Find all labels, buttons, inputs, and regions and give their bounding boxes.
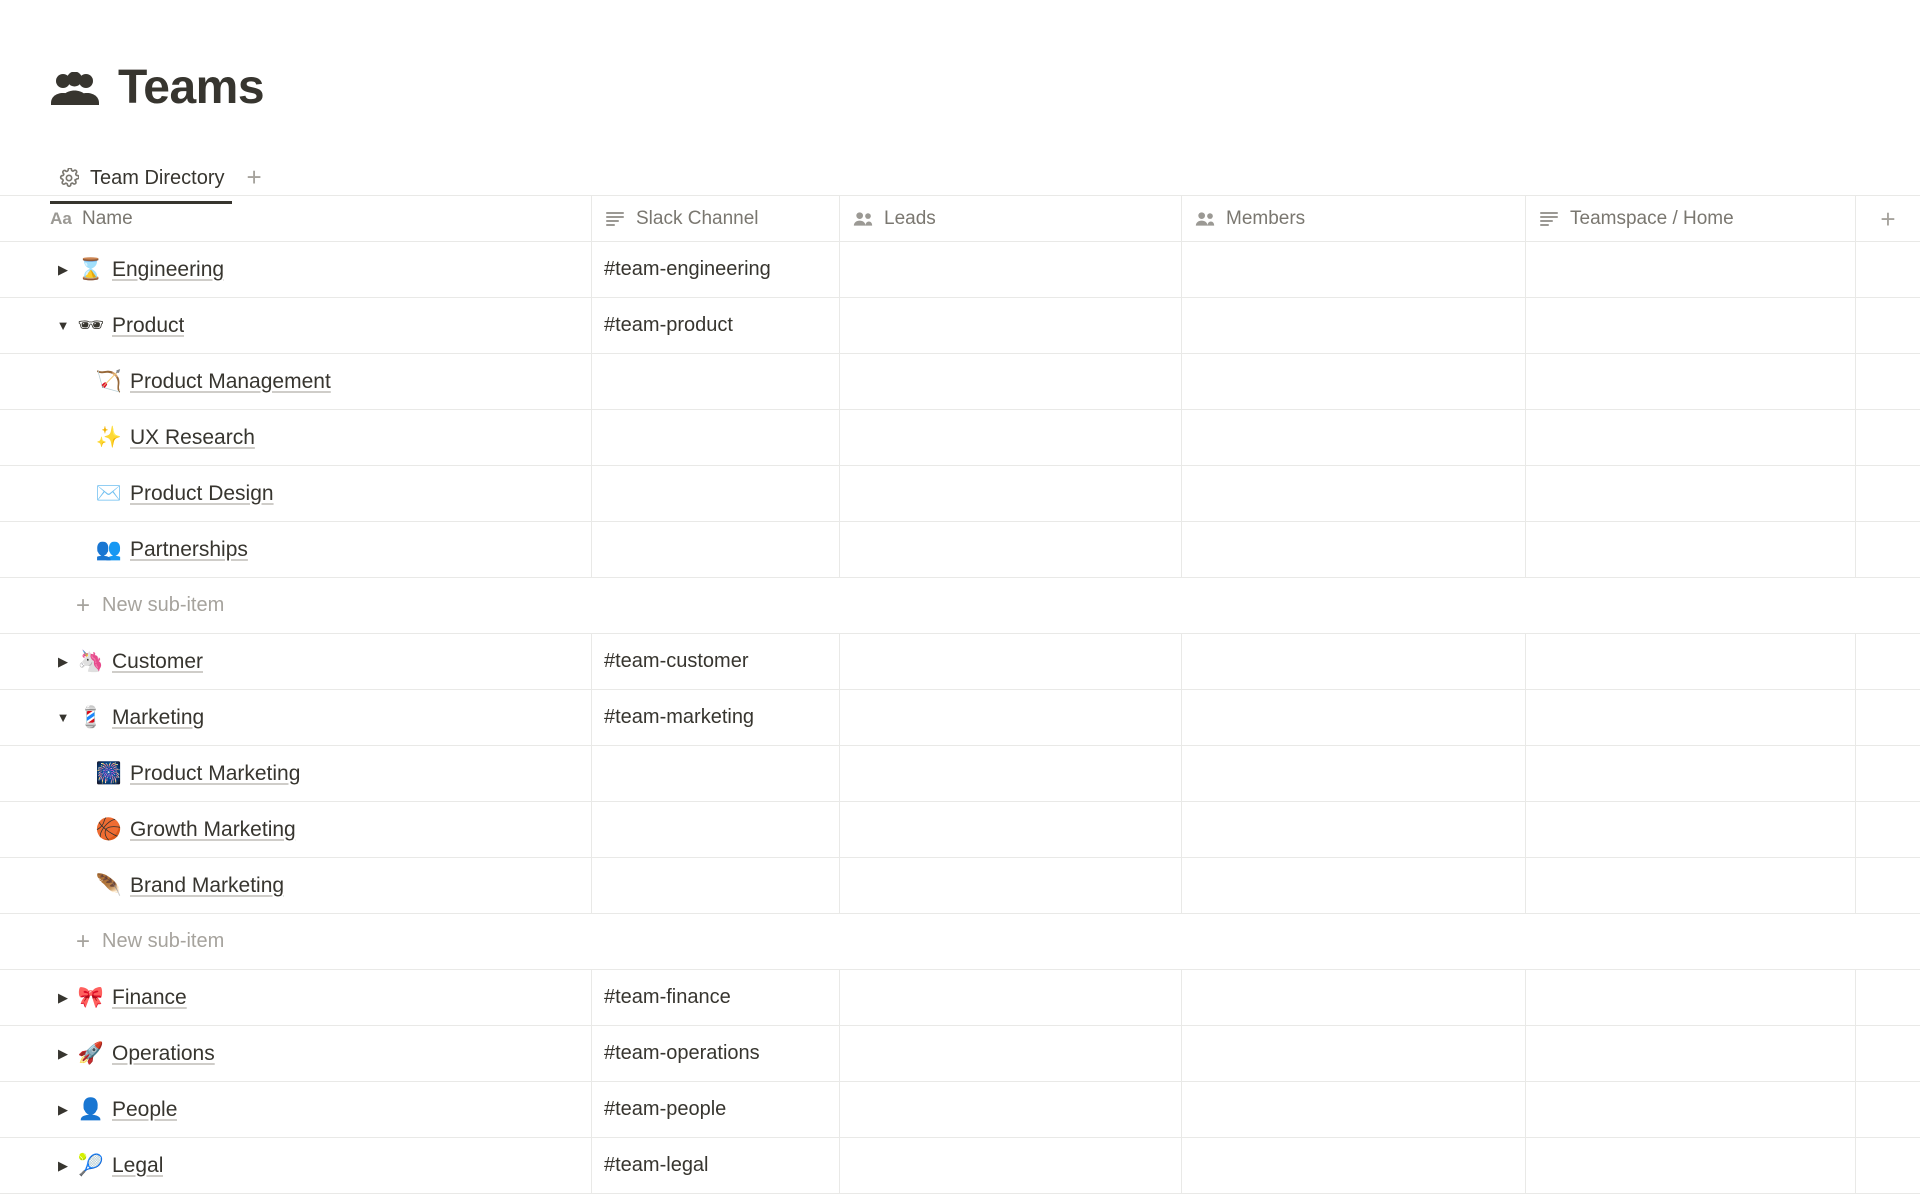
column-header-slack-channel[interactable] — [592, 196, 840, 241]
cell-teamspace-home[interactable] — [1526, 858, 1856, 913]
cell-name[interactable] — [0, 298, 592, 353]
new-subitem-row — [0, 914, 1920, 970]
row-emoji-icon: ✨ — [95, 425, 123, 449]
people-group-icon — [48, 62, 102, 116]
chevron-right-icon[interactable]: ▶ — [58, 989, 68, 1005]
row-emoji-icon: 💈 — [77, 705, 105, 729]
cell-name[interactable] — [0, 634, 592, 689]
cell-row-end-spacer — [1856, 466, 1920, 521]
row-title[interactable]: Finance — [112, 985, 187, 1009]
table-row — [0, 1138, 1920, 1194]
cell-name[interactable] — [0, 746, 592, 801]
cell-slack-channel[interactable] — [592, 746, 840, 801]
table-row — [0, 298, 1920, 354]
cell-members[interactable] — [1182, 242, 1526, 297]
add-column-button[interactable] — [1856, 196, 1920, 241]
row-emoji-icon: 🎀 — [77, 985, 105, 1009]
cell-slack-channel-value: #team-product — [604, 314, 733, 337]
cell-slack-channel[interactable] — [592, 1138, 840, 1193]
cell-slack-channel[interactable] — [592, 242, 840, 297]
row-emoji-icon: ✉️ — [95, 481, 123, 505]
row-title[interactable]: People — [112, 1097, 178, 1121]
cell-slack-channel[interactable] — [592, 466, 840, 521]
column-label: Leads — [884, 207, 936, 229]
cell-slack-channel[interactable] — [592, 354, 840, 409]
cell-teamspace-home[interactable] — [1526, 634, 1856, 689]
cell-teamspace-home[interactable] — [1526, 802, 1856, 857]
column-header-members[interactable] — [1182, 196, 1526, 241]
tab-label: Team Directory — [90, 166, 225, 189]
cell-slack-channel[interactable] — [592, 858, 840, 913]
cell-leads[interactable] — [840, 858, 1182, 913]
chevron-right-icon[interactable]: ▶ — [58, 1045, 68, 1061]
table-row — [0, 466, 1920, 522]
cell-row-end-spacer — [1856, 1138, 1920, 1193]
chevron-down-icon[interactable]: ▼ — [56, 318, 70, 334]
cell-row-end-spacer — [1856, 1026, 1920, 1081]
chevron-right-icon[interactable]: ▶ — [58, 653, 68, 669]
row-emoji-icon: 🚀 — [77, 1041, 105, 1065]
column-label: Teamspace / Home — [1570, 207, 1734, 229]
cell-leads[interactable] — [840, 1082, 1182, 1137]
cell-teamspace-home[interactable] — [1526, 466, 1856, 521]
table-row — [0, 802, 1920, 858]
cell-members[interactable] — [1182, 466, 1526, 521]
text-lines-icon — [1538, 208, 1560, 230]
table-row — [0, 522, 1920, 578]
row-emoji-icon: 🪶 — [95, 873, 123, 897]
row-emoji-icon: 🏀 — [95, 817, 123, 841]
row-title[interactable]: Customer — [112, 649, 204, 673]
chevron-right-icon[interactable]: ▶ — [58, 261, 68, 277]
cell-slack-channel[interactable] — [592, 802, 840, 857]
chevron-down-icon[interactable]: ▼ — [56, 710, 70, 726]
cell-members[interactable] — [1182, 634, 1526, 689]
view-tab-bar — [0, 147, 1920, 195]
table-row — [0, 354, 1920, 410]
plus-icon: + — [76, 927, 91, 955]
row-title[interactable]: Operations — [112, 1041, 215, 1065]
cell-row-end-spacer — [1856, 354, 1920, 409]
row-title[interactable]: Partnerships — [130, 537, 248, 561]
cell-row-end-spacer — [1856, 802, 1920, 857]
cell-slack-channel[interactable] — [592, 690, 840, 745]
cell-members[interactable] — [1182, 690, 1526, 745]
row-title[interactable]: Product Management — [130, 369, 331, 393]
cell-teamspace-home[interactable] — [1526, 354, 1856, 409]
cell-teamspace-home[interactable] — [1526, 1082, 1856, 1137]
page-title: Teams — [118, 61, 265, 115]
cell-leads[interactable] — [840, 634, 1182, 689]
person-icon — [852, 208, 874, 230]
cell-slack-channel-value: #team-engineering — [604, 258, 771, 281]
row-emoji-icon: 👥 — [95, 537, 123, 561]
plus-icon: + — [76, 591, 91, 619]
table-header-row — [0, 196, 1920, 242]
new-subitem-row — [0, 578, 1920, 634]
cell-teamspace-home[interactable] — [1526, 522, 1856, 577]
cell-leads[interactable] — [840, 1026, 1182, 1081]
cell-name[interactable] — [0, 970, 592, 1025]
cell-row-end-spacer — [1856, 1082, 1920, 1137]
row-title[interactable]: Engineering — [112, 257, 225, 281]
row-title[interactable]: Brand Marketing — [130, 873, 285, 897]
cell-leads[interactable] — [840, 1138, 1182, 1193]
new-subitem-button[interactable] — [0, 578, 1920, 633]
table-row — [0, 970, 1920, 1026]
row-emoji-icon: ⌛ — [77, 257, 105, 281]
table-row — [0, 858, 1920, 914]
cell-name[interactable] — [0, 522, 592, 577]
teams-table — [0, 195, 1920, 1194]
table-row — [0, 634, 1920, 690]
column-label: Members — [1226, 207, 1306, 229]
table-row — [0, 1082, 1920, 1138]
row-title[interactable]: UX Research — [130, 425, 255, 449]
cell-leads[interactable] — [840, 298, 1182, 353]
cell-teamspace-home[interactable] — [1526, 298, 1856, 353]
cell-leads[interactable] — [840, 466, 1182, 521]
cell-leads[interactable] — [840, 746, 1182, 801]
table-body — [0, 242, 1920, 1194]
cell-leads[interactable] — [840, 802, 1182, 857]
row-title[interactable]: Product — [112, 313, 185, 337]
new-subitem-label: New sub-item — [102, 930, 225, 953]
cell-teamspace-home[interactable] — [1526, 242, 1856, 297]
cell-slack-channel-value: #team-finance — [604, 986, 731, 1009]
cell-name[interactable] — [0, 242, 592, 297]
cell-slack-channel[interactable] — [592, 1082, 840, 1137]
cell-name[interactable] — [0, 354, 592, 409]
table-row — [0, 1026, 1920, 1082]
cell-row-end-spacer — [1856, 242, 1920, 297]
column-header-teamspace-home[interactable] — [1526, 196, 1856, 241]
cell-name[interactable] — [0, 1026, 592, 1081]
cell-leads[interactable] — [840, 522, 1182, 577]
cell-teamspace-home[interactable] — [1526, 746, 1856, 801]
add-view-button[interactable]: + — [246, 162, 262, 193]
cell-slack-channel[interactable] — [592, 634, 840, 689]
cell-members[interactable] — [1182, 410, 1526, 465]
cell-slack-channel-value: #team-legal — [604, 1154, 709, 1177]
table-row — [0, 746, 1920, 802]
cell-leads[interactable] — [840, 690, 1182, 745]
table-row — [0, 242, 1920, 298]
cell-name[interactable] — [0, 858, 592, 913]
cell-teamspace-home[interactable] — [1526, 690, 1856, 745]
cell-members[interactable] — [1182, 1026, 1526, 1081]
cell-slack-channel-value: #team-people — [604, 1098, 727, 1121]
cell-members[interactable] — [1182, 522, 1526, 577]
cell-members[interactable] — [1182, 746, 1526, 801]
table-row — [0, 410, 1920, 466]
row-emoji-icon: 🦄 — [77, 649, 105, 673]
cell-name[interactable] — [0, 1082, 592, 1137]
cell-slack-channel-value: #team-customer — [604, 650, 749, 673]
chevron-right-icon[interactable]: ▶ — [58, 1101, 68, 1117]
cell-teamspace-home[interactable] — [1526, 970, 1856, 1025]
cell-leads[interactable] — [840, 354, 1182, 409]
column-header-leads[interactable] — [840, 196, 1182, 241]
cell-members[interactable] — [1182, 858, 1526, 913]
cell-name[interactable] — [0, 802, 592, 857]
new-subitem-label: New sub-item — [102, 594, 225, 617]
cell-name[interactable] — [0, 466, 592, 521]
person-icon — [1194, 208, 1216, 230]
row-title[interactable]: Legal — [112, 1153, 164, 1177]
cell-members[interactable] — [1182, 970, 1526, 1025]
row-title[interactable]: Product Marketing — [130, 761, 301, 785]
cell-slack-channel[interactable] — [592, 970, 840, 1025]
cell-slack-channel[interactable] — [592, 1026, 840, 1081]
cell-row-end-spacer — [1856, 410, 1920, 465]
row-emoji-icon: 👤 — [77, 1097, 105, 1121]
cell-row-end-spacer — [1856, 298, 1920, 353]
cell-name[interactable] — [0, 410, 592, 465]
column-label: Slack Channel — [636, 207, 759, 229]
cell-members[interactable] — [1182, 354, 1526, 409]
cell-members[interactable] — [1182, 298, 1526, 353]
cell-members[interactable] — [1182, 1082, 1526, 1137]
tab-team-directory[interactable] — [50, 161, 232, 204]
row-title[interactable]: Marketing — [112, 705, 205, 729]
plus-icon: + — [1880, 203, 1896, 234]
cell-members[interactable] — [1182, 1138, 1526, 1193]
cell-leads[interactable] — [840, 242, 1182, 297]
cell-slack-channel-value: #team-operations — [604, 1042, 760, 1065]
cell-slack-channel-value: #team-marketing — [604, 706, 755, 729]
cell-members[interactable] — [1182, 802, 1526, 857]
cell-row-end-spacer — [1856, 746, 1920, 801]
cell-teamspace-home[interactable] — [1526, 410, 1856, 465]
cell-row-end-spacer — [1856, 858, 1920, 913]
table-row — [0, 690, 1920, 746]
cell-name[interactable] — [0, 690, 592, 745]
cell-slack-channel[interactable] — [592, 298, 840, 353]
cell-row-end-spacer — [1856, 634, 1920, 689]
new-subitem-button[interactable] — [0, 914, 1920, 969]
row-title[interactable]: Product Design — [130, 481, 274, 505]
cell-leads[interactable] — [840, 970, 1182, 1025]
gear-icon — [58, 167, 80, 189]
row-emoji-icon: 🎆 — [95, 761, 123, 785]
row-emoji-icon: 🎾 — [77, 1153, 105, 1177]
cell-slack-channel[interactable] — [592, 410, 840, 465]
cell-row-end-spacer — [1856, 522, 1920, 577]
text-lines-icon — [604, 208, 626, 230]
column-label: Name — [82, 207, 133, 229]
row-emoji-icon: 🕶 — [77, 313, 105, 337]
page-header — [0, 0, 1920, 147]
row-emoji-icon: 🏹 — [95, 369, 123, 393]
chevron-right-icon[interactable]: ▶ — [58, 1157, 68, 1173]
cell-name[interactable] — [0, 1138, 592, 1193]
row-title[interactable]: Growth Marketing — [130, 817, 296, 841]
cell-row-end-spacer — [1856, 690, 1920, 745]
cell-row-end-spacer — [1856, 970, 1920, 1025]
cell-leads[interactable] — [840, 410, 1182, 465]
title-aa-icon: Aa — [50, 208, 72, 228]
cell-teamspace-home[interactable] — [1526, 1026, 1856, 1081]
cell-slack-channel[interactable] — [592, 522, 840, 577]
cell-teamspace-home[interactable] — [1526, 1138, 1856, 1193]
